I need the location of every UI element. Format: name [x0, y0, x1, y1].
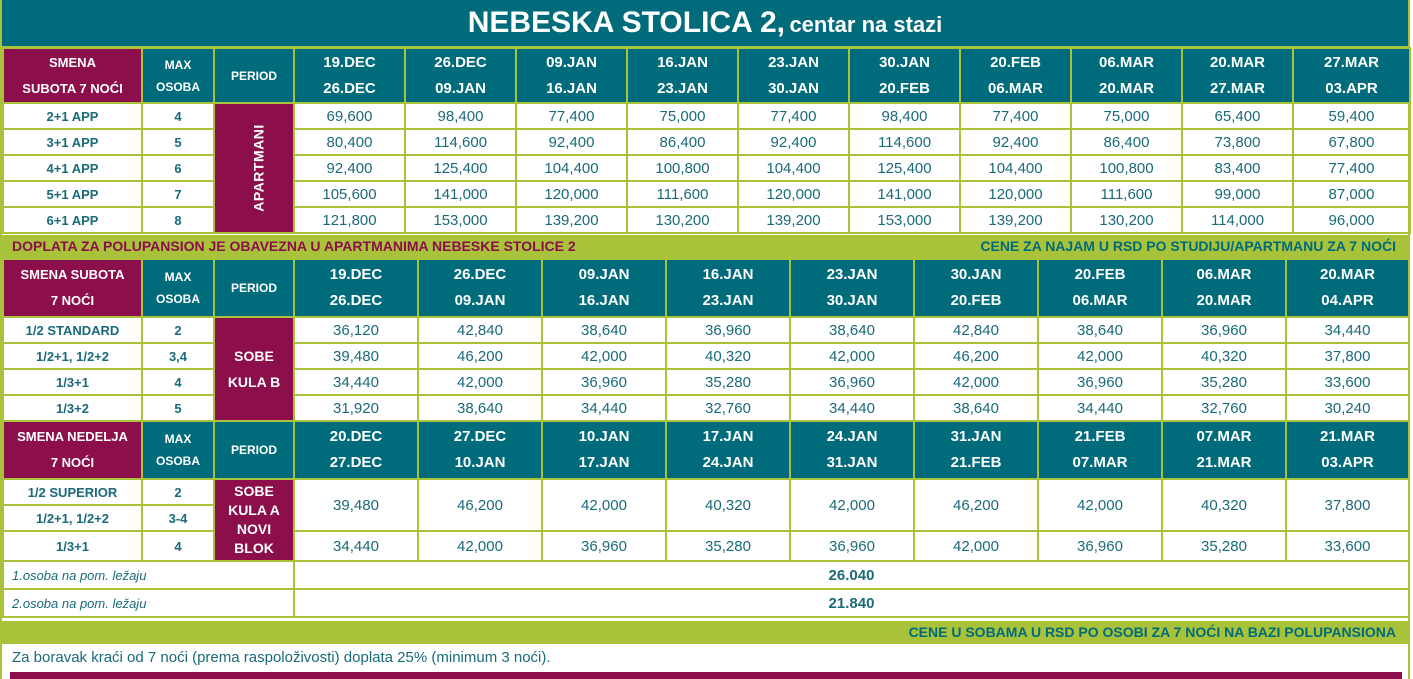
max-persons: 5	[142, 395, 214, 421]
price-cell: 104,400	[960, 155, 1071, 181]
room-type: 6+1 APP	[3, 207, 142, 233]
price-cell: 42,000	[542, 479, 666, 531]
date-to: 20.FEB	[879, 79, 930, 97]
price-cell: 120,000	[516, 181, 627, 207]
price-cell: 141,000	[405, 181, 516, 207]
max-persons: 3,4	[142, 343, 214, 369]
date-to: 16.JAN	[578, 292, 630, 309]
price-cell: 65,400	[1182, 103, 1293, 129]
price-cell: 139,200	[516, 207, 627, 233]
table-row	[3, 479, 1409, 505]
price-cell: 36,120	[294, 317, 418, 343]
price-cell: 36,960	[542, 369, 666, 395]
max-persons: 8	[142, 207, 214, 233]
info-band-2	[2, 621, 1408, 644]
date-header	[914, 259, 1038, 317]
bottom-bar	[10, 672, 1402, 679]
price-cell: 139,200	[960, 207, 1071, 233]
shift-header-line2: 7 NOĆI	[50, 293, 95, 308]
price-cell: 42,840	[418, 317, 542, 343]
price-cell: 121,800	[294, 207, 405, 233]
price-cell: 38,640	[914, 395, 1038, 421]
price-cell: 96,000	[1293, 207, 1410, 233]
price-cell: 77,400	[1293, 155, 1410, 181]
date-to: 26.DEC	[329, 292, 383, 309]
price-cell: 33,600	[1286, 531, 1409, 561]
date-from: 23.JAN	[768, 53, 819, 71]
date-from: 20.FEB	[990, 53, 1041, 71]
date-from: 30.JAN	[879, 53, 930, 71]
date-from: 17.JAN	[702, 428, 754, 445]
price-cell: 36,960	[1038, 369, 1162, 395]
max-header	[142, 421, 214, 479]
date-from: 09.JAN	[546, 53, 597, 71]
table-row	[3, 343, 1409, 369]
price-cell: 86,400	[627, 129, 738, 155]
date-to: 21.FEB	[950, 454, 1002, 471]
price-cell: 46,200	[418, 479, 542, 531]
date-to: 10.JAN	[454, 454, 506, 471]
half-board-notice: DOPLATA ZA POLUPANSION JE OBAVEZNA U APARTMANIMA NEBESKE STOLICE 2	[12, 238, 576, 254]
info-band-1	[2, 235, 1408, 258]
table-row	[3, 317, 1409, 343]
price-cell: 42,000	[418, 369, 542, 395]
date-header	[790, 421, 914, 479]
shift-header-line2: SUBOTA 7 NOĆI	[22, 80, 123, 96]
price-basis-notice: CENE ZA NAJAM U RSD PO STUDIJU/APARTMANU ZA 7 NOĆI	[980, 238, 1396, 254]
date-header	[1286, 259, 1409, 317]
group-label-apartmani	[214, 103, 294, 233]
short-stay-note: Za boravak kraći od 7 noći (prema raspoloživosti) doplata 25% (minimum 3 noći).	[12, 649, 551, 666]
price-cell: 153,000	[849, 207, 960, 233]
extra-bed-label: 1.osoba na pom. ležaju	[3, 561, 294, 589]
date-header	[738, 48, 849, 103]
shift-header-line1: SMENA SUBOTA	[20, 267, 125, 282]
date-to: 30.JAN	[768, 79, 819, 97]
price-cell: 40,320	[666, 479, 790, 531]
apartments-table	[2, 47, 1411, 234]
group-label-text: APARTMANI	[250, 124, 267, 212]
page-title	[2, 0, 1408, 48]
date-header	[849, 48, 960, 103]
date-header	[516, 48, 627, 103]
date-to: 03.APR	[1325, 79, 1378, 97]
group-label-line1: SOBE	[234, 483, 274, 499]
title-main: NEBESKA STOLICA 2,	[467, 6, 785, 39]
period-header: PERIOD	[214, 421, 294, 479]
price-cell: 87,000	[1293, 181, 1410, 207]
table-row	[3, 395, 1409, 421]
price-cell: 31,920	[294, 395, 418, 421]
date-to: 09.JAN	[435, 79, 486, 97]
price-cell: 36,960	[666, 317, 790, 343]
price-cell: 36,960	[790, 369, 914, 395]
date-from: 26.DEC	[453, 266, 507, 283]
date-to: 30.JAN	[826, 292, 878, 309]
max-header-line2: OSOBA	[155, 454, 200, 468]
price-cell: 42,000	[790, 479, 914, 531]
price-cell: 35,280	[1162, 369, 1286, 395]
max-persons: 5	[142, 129, 214, 155]
room-type: 4+1 APP	[3, 155, 142, 181]
price-cell: 33,600	[1286, 369, 1409, 395]
price-cell: 120,000	[960, 181, 1071, 207]
price-cell: 67,800	[1293, 129, 1410, 155]
price-cell: 34,440	[294, 369, 418, 395]
date-to: 27.MAR	[1209, 79, 1265, 97]
date-from: 19.DEC	[329, 266, 383, 283]
date-header	[960, 48, 1071, 103]
table-row	[3, 561, 1409, 589]
price-cell: 92,400	[294, 155, 405, 181]
max-header-line1: MAX	[164, 270, 192, 284]
max-header	[142, 259, 214, 317]
shift-header	[3, 421, 142, 479]
date-header	[418, 421, 542, 479]
price-cell: 114,000	[1182, 207, 1293, 233]
date-header	[627, 48, 738, 103]
room-type: 1/3+1	[3, 531, 142, 561]
price-cell: 69,600	[294, 103, 405, 129]
shift-header-line2: 7 NOĆI	[50, 455, 95, 470]
price-cell: 37,800	[1286, 479, 1409, 531]
room-type: 5+1 APP	[3, 181, 142, 207]
group-label-kula-a	[214, 479, 294, 561]
price-cell: 37,800	[1286, 343, 1409, 369]
price-cell: 100,800	[627, 155, 738, 181]
price-cell: 34,440	[790, 395, 914, 421]
price-cell: 73,800	[1182, 129, 1293, 155]
price-cell: 153,000	[405, 207, 516, 233]
date-from: 06.MAR	[1098, 53, 1154, 71]
price-cell: 46,200	[914, 479, 1038, 531]
price-cell: 40,320	[666, 343, 790, 369]
price-cell: 92,400	[960, 129, 1071, 155]
price-cell: 36,960	[542, 531, 666, 561]
price-cell: 77,400	[960, 103, 1071, 129]
shift-header-line1: SMENA NEDELJA	[17, 429, 128, 444]
date-to: 16.JAN	[546, 79, 597, 97]
date-from: 27.DEC	[453, 428, 507, 445]
date-from: 27.MAR	[1323, 53, 1379, 71]
price-cell: 42,000	[542, 343, 666, 369]
price-cell: 75,000	[1071, 103, 1182, 129]
date-header	[666, 421, 790, 479]
date-header	[542, 259, 666, 317]
max-persons: 2	[142, 479, 214, 505]
date-header	[294, 421, 418, 479]
price-cell: 35,280	[1162, 531, 1286, 561]
date-to: 06.MAR	[987, 79, 1043, 97]
max-header-line2: OSOBA	[155, 292, 200, 306]
period-header: PERIOD	[214, 48, 294, 103]
date-from: 26.DEC	[434, 53, 487, 71]
date-from: 19.DEC	[323, 53, 376, 71]
max-persons: 7	[142, 181, 214, 207]
date-header	[1162, 259, 1286, 317]
price-cell: 42,000	[914, 531, 1038, 561]
date-from: 10.JAN	[578, 428, 630, 445]
price-cell: 114,600	[849, 129, 960, 155]
price-cell: 38,640	[542, 317, 666, 343]
date-to: 07.MAR	[1072, 454, 1128, 471]
date-from: 16.JAN	[702, 266, 754, 283]
date-header	[542, 421, 666, 479]
date-to: 09.JAN	[454, 292, 506, 309]
price-cell: 38,640	[1038, 317, 1162, 343]
price-cell: 141,000	[849, 181, 960, 207]
price-cell: 36,960	[1038, 531, 1162, 561]
price-cell: 130,200	[1071, 207, 1182, 233]
date-from: 06.MAR	[1196, 266, 1252, 283]
date-header	[1162, 421, 1286, 479]
price-cell: 30,240	[1286, 395, 1409, 421]
room-price-basis-notice: CENE U SOBAMA U RSD PO OSOBI ZA 7 NOĆI NA BAZI POLUPANSIONA	[908, 624, 1396, 640]
date-to: 26.DEC	[323, 79, 376, 97]
max-persons: 6	[142, 155, 214, 181]
price-cell: 39,480	[294, 479, 418, 531]
date-header	[1038, 421, 1162, 479]
price-cell: 104,400	[738, 155, 849, 181]
price-cell: 77,400	[516, 103, 627, 129]
date-from: 31.JAN	[950, 428, 1002, 445]
group-label-line3: NOVI	[236, 521, 272, 537]
price-cell: 83,400	[1182, 155, 1293, 181]
room-type: 1/3+1	[3, 369, 142, 395]
max-persons: 4	[142, 103, 214, 129]
price-cell: 125,400	[405, 155, 516, 181]
price-cell: 92,400	[738, 129, 849, 155]
price-cell: 99,000	[1182, 181, 1293, 207]
group-label-line1: SOBE	[234, 348, 274, 364]
price-cell: 42,000	[418, 531, 542, 561]
date-header	[790, 259, 914, 317]
date-to: 03.APR	[1321, 454, 1374, 471]
extra-bed-label: 2.osoba na pom. ležaju	[3, 589, 294, 617]
price-cell: 114,600	[405, 129, 516, 155]
date-to: 21.MAR	[1196, 454, 1252, 471]
price-cell: 111,600	[1071, 181, 1182, 207]
date-header	[914, 421, 1038, 479]
date-header	[1293, 48, 1410, 103]
room-type: 1/3+2	[3, 395, 142, 421]
date-header	[294, 48, 405, 103]
date-to: 04.APR	[1321, 292, 1374, 309]
table-row	[3, 531, 1409, 561]
date-header	[666, 259, 790, 317]
group-label-line2: KULA A	[228, 502, 280, 518]
date-from: 07.MAR	[1196, 428, 1252, 445]
title-sub: centar na stazi	[789, 12, 943, 37]
room-type: 1/2+1, 1/2+2	[3, 343, 142, 369]
price-cell: 34,440	[1286, 317, 1409, 343]
date-header	[418, 259, 542, 317]
price-cell: 59,400	[1293, 103, 1410, 129]
date-to: 27.DEC	[329, 454, 383, 471]
group-label-line2: KULA B	[227, 374, 281, 390]
date-from: 21.MAR	[1319, 428, 1375, 445]
price-cell: 92,400	[516, 129, 627, 155]
price-cell: 40,320	[1162, 479, 1286, 531]
price-cell: 42,000	[914, 369, 1038, 395]
date-to: 20.FEB	[950, 292, 1002, 309]
date-to: 20.MAR	[1196, 292, 1252, 309]
price-cell: 38,640	[418, 395, 542, 421]
date-to: 23.JAN	[657, 79, 708, 97]
price-cell: 98,400	[405, 103, 516, 129]
price-cell: 46,200	[418, 343, 542, 369]
price-cell: 32,760	[666, 395, 790, 421]
date-header	[1182, 48, 1293, 103]
date-header	[1071, 48, 1182, 103]
max-header-line2: OSOBA	[155, 79, 200, 94]
price-cell: 75,000	[627, 103, 738, 129]
date-from: 24.JAN	[826, 428, 878, 445]
table-row	[3, 369, 1409, 395]
price-cell: 98,400	[849, 103, 960, 129]
shift-header	[3, 48, 142, 103]
date-from: 20.MAR	[1319, 266, 1375, 283]
extra-bed-price: 26.040	[294, 561, 1409, 589]
room-type: 2+1 APP	[3, 103, 142, 129]
date-from: 30.JAN	[950, 266, 1002, 283]
price-cell: 35,280	[666, 531, 790, 561]
price-cell: 39,480	[294, 343, 418, 369]
price-cell: 42,000	[790, 343, 914, 369]
date-to: 06.MAR	[1072, 292, 1128, 309]
room-type: 1/2+1, 1/2+2	[3, 505, 142, 531]
shift-header-line1: SMENA	[49, 54, 96, 70]
price-cell: 111,600	[627, 181, 738, 207]
date-from: 16.JAN	[657, 53, 708, 71]
price-cell: 104,400	[516, 155, 627, 181]
date-from: 21.FEB	[1074, 428, 1126, 445]
price-cell: 32,760	[1162, 395, 1286, 421]
max-header-line1: MAX	[164, 432, 192, 446]
price-cell: 40,320	[1162, 343, 1286, 369]
date-to: 20.MAR	[1098, 79, 1154, 97]
date-header	[294, 259, 418, 317]
price-cell: 34,440	[1038, 395, 1162, 421]
period-header: PERIOD	[214, 259, 294, 317]
price-cell: 86,400	[1071, 129, 1182, 155]
price-cell: 105,600	[294, 181, 405, 207]
max-header-line1: MAX	[164, 57, 192, 72]
price-cell: 34,440	[294, 531, 418, 561]
date-header	[405, 48, 516, 103]
date-to: 23.JAN	[702, 292, 754, 309]
price-cell: 46,200	[914, 343, 1038, 369]
date-from: 23.JAN	[826, 266, 878, 283]
date-from: 09.JAN	[578, 266, 630, 283]
max-persons: 4	[142, 369, 214, 395]
price-cell: 130,200	[627, 207, 738, 233]
price-cell: 125,400	[849, 155, 960, 181]
room-type: 1/2 STANDARD	[3, 317, 142, 343]
room-type: 1/2 SUPERIOR	[3, 479, 142, 505]
price-cell: 120,000	[738, 181, 849, 207]
price-cell: 80,400	[294, 129, 405, 155]
room-type: 3+1 APP	[3, 129, 142, 155]
price-cell: 38,640	[790, 317, 914, 343]
date-header	[1038, 259, 1162, 317]
date-from: 20.DEC	[329, 428, 383, 445]
date-to: 24.JAN	[702, 454, 754, 471]
group-label-kula-b	[214, 317, 294, 421]
price-cell: 42,000	[1038, 479, 1162, 531]
price-cell: 36,960	[790, 531, 914, 561]
max-persons: 3-4	[142, 505, 214, 531]
shift-header	[3, 259, 142, 317]
max-persons: 2	[142, 317, 214, 343]
price-cell: 42,840	[914, 317, 1038, 343]
max-persons: 4	[142, 531, 214, 561]
date-to: 31.JAN	[826, 454, 878, 471]
price-cell: 36,960	[1162, 317, 1286, 343]
group-label-line4: BLOK	[234, 540, 274, 556]
price-cell: 139,200	[738, 207, 849, 233]
table-row	[3, 103, 1410, 129]
extra-bed-price: 21.840	[294, 589, 1409, 617]
rooms-kula-b-table	[2, 258, 1410, 618]
date-from: 20.FEB	[1074, 266, 1126, 283]
date-to: 17.JAN	[578, 454, 630, 471]
price-cell: 100,800	[1071, 155, 1182, 181]
price-cell: 35,280	[666, 369, 790, 395]
date-header	[1286, 421, 1409, 479]
table-row	[3, 589, 1409, 617]
price-cell: 77,400	[738, 103, 849, 129]
date-from: 20.MAR	[1209, 53, 1265, 71]
price-cell: 42,000	[1038, 343, 1162, 369]
max-header	[142, 48, 214, 103]
price-cell: 34,440	[542, 395, 666, 421]
